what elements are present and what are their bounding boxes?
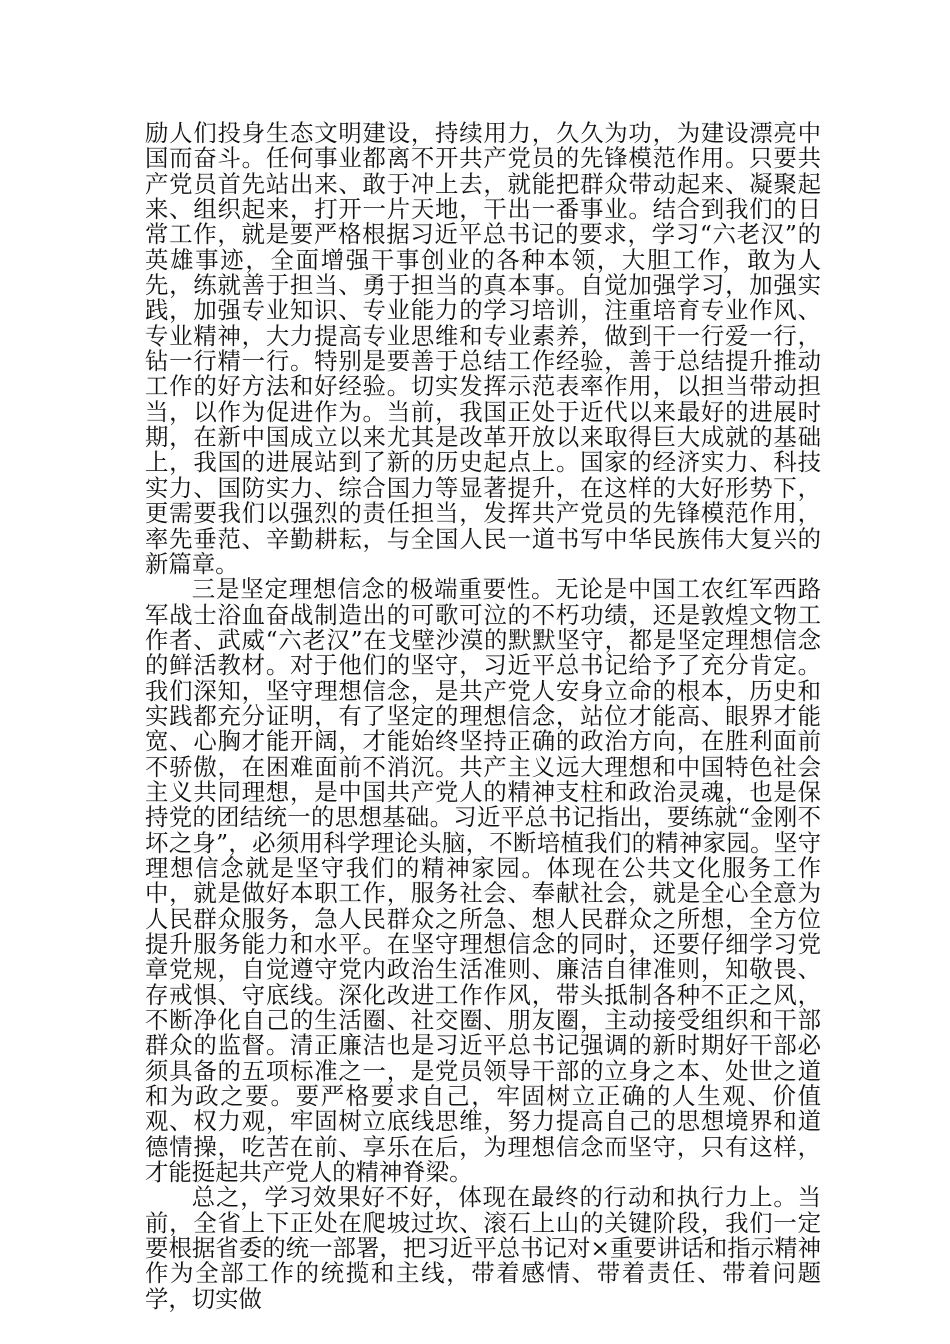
document-body [145,121,821,1312]
paragraph-ideals-beliefs: 三是坚定理想信念的极端重要性。无论是中国工农红军西路军战士浴血奋战制造出的可歌可泣的不朽功绩，还是敦煌文物工作者、武威“六老汉”在戈壁沙漠的默默坚守，都是坚定理想信念的鲜活教材。对于他们的坚守，习近平总书记给予了充分肯定。我们深知，坚守理想信念，是共产党人安身立命的根本，历史和实践都充分证明，有了坚定的理想信念，站位才能高、眼界才能宽、心胸才能开阔，才能始终坚持正确的政治方向，在胜利面前不骄傲，在困难面前不消沉。共产主义远大理想和中国特色社会主义共同理想，是中国共产党人的精神支柱和政治灵魂，也是保持党的团结统一的思想基础。习近平总书记指出，要练就“金刚不坏之身”，必须用科学理论头脑，不断培植我们的精神家园。坚守理想信念就是坚守我们的精神家园。体现在公共文化服务工作中，就是做好本职工作，服务社会、奉献社会，就是全心全意为人民群众服务，急人民群众之所急、想人民群众之所想，全方位提升服务能力和水平。在坚守理想信念的同时，还要仔细学习党章党规，自觉遵守党内政治生活准则、廉洁自律准则，知敬畏、存戒惧、守底线。深化改进工作作风，带头抵制各种不正之风，不断净化自己的生活圈、社交圈、朋友圈，主动接受组织和干部群众的监督。清正廉洁也是习近平总书记强调的新时期好干部必须具备的五项标准之一，是党员领导干部的立身之本、处世之道和为政之要。要严格要求自己，牢固树立正确的人生观、价值观、权力观，牢固树立底线思维，努力提高自己的思想境界和道德情操，吃苦在前、享乐在后，为理想信念而坚守，只有这样，才能挺起共产党人的精神脊梁。 [145,575,821,1187]
paragraph-ecology-vanguard: 励人们投身生态文明建设，持续用力，久久为功，为建设漂亮中国而奋斗。任何事业都离不开共产党员的先锋模范作用。只要共产党员首先站出来、敢于冲上去，就能把群众带动起来、凝聚起来、组织起来，打开一片天地，干出一番事业。结合到我们的日常工作，就是要严格根据习近平总书记的要求，学习“六老汉”的英雄事迹，全面增强干事创业的各种本领，大胆工作，敢为人先，练就善于担当、勇于担当的真本事。自觉加强学习，加强实践，加强专业知识、专业能力的学习培训，注重培育专业作风、专业精神，大力提高专业思维和专业素养，做到干一行爱一行，钻一行精一行。特别是要善于总结工作经验，善于总结提升推动工作的好方法和好经验。切实发挥示范表率作用，以担当带动担当，以作为促进作为。当前，我国正处于近代以来最好的进展时期，在新中国成立以来尤其是改革开放以来取得巨大成就的基础上，我国的进展站到了新的历史起点上。国家的经济实力、科技实力、国防实力、综合国力等显著提升，在这样的大好形势下，更需要我们以强烈的责任担当，发挥共产党员的先锋模范作用，率先垂范、辛勤耕耘，与全国人民一道书写中华民族伟大复兴的新篇章。 [145,119,821,578]
paragraph-conclusion: 总之，学习效果好不好，体现在最终的行动和执行力上。当前，全省上下正处在爬坡过坎、滚石上山的关键阶段，我们一定要根据省委的统一部署，把习近平总书记对×重要讲话和指示精神作为全部工作的统揽和主线，带着感情、带着责任、带着问题学，切实做 [145,1183,821,1313]
